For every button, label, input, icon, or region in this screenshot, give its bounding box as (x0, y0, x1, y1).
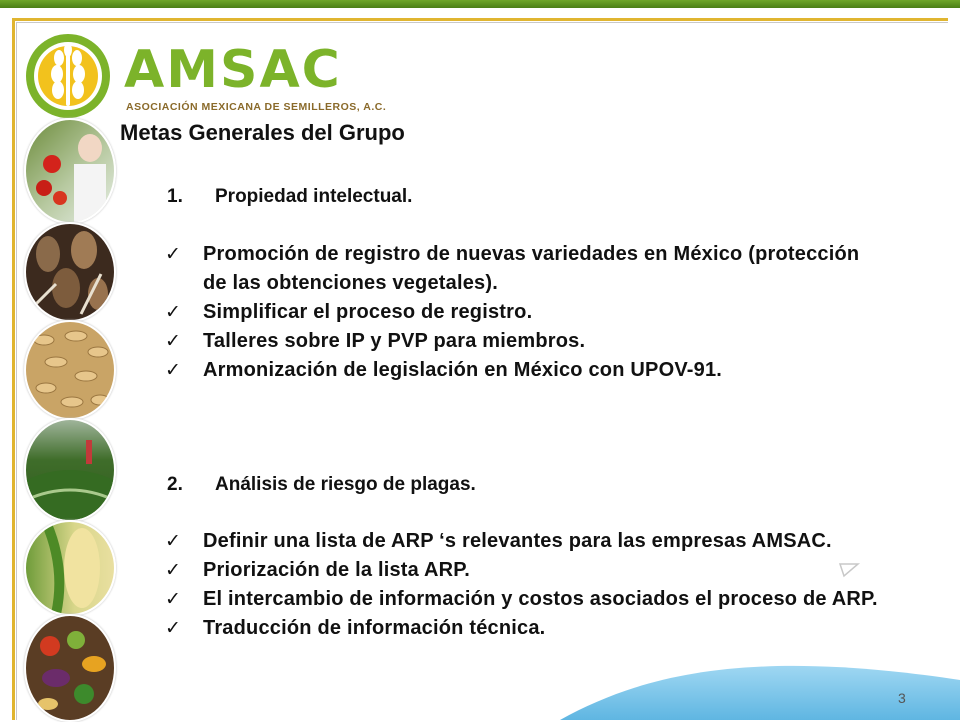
section-2-title: Análisis de riesgo de plagas. (215, 474, 476, 495)
checkmark-icon: ✓ (165, 560, 182, 581)
section-1-number: 1. (167, 186, 183, 207)
section-1-heading (167, 186, 412, 208)
checkmark-icon: ✓ (165, 618, 182, 639)
section-1-title: Propiedad intelectual. (215, 186, 413, 207)
checkmark-icon: ✓ (165, 360, 182, 381)
page-number: 3 (898, 690, 906, 706)
list-item-text: El intercambio de información y costos asociados el proceso de ARP. (203, 588, 878, 610)
photo-greenhouse (24, 418, 116, 522)
list-item (165, 614, 885, 643)
photo-corn (24, 520, 116, 616)
section-1-list (165, 240, 885, 385)
slide-title: Metas Generales del Grupo (120, 120, 405, 145)
logo-wordmark: AMSAC (124, 40, 342, 100)
photo-column (24, 118, 116, 720)
photo-morels (24, 222, 116, 322)
checkmark-icon: ✓ (165, 331, 182, 352)
list-item (165, 327, 885, 356)
list-item (165, 240, 885, 298)
wheat-emblem-icon (24, 32, 114, 122)
list-item (165, 585, 885, 614)
list-item-text: Simplificar el proceso de registro. (203, 301, 533, 323)
list-item-text: Traducción de información técnica. (203, 617, 546, 639)
list-item-text: Promoción de registro de nuevas variedades en México (protección de las obtenciones vegetales). (203, 243, 860, 294)
photo-tomato-inspection (24, 118, 116, 224)
section-2-number: 2. (167, 474, 183, 495)
list-item (165, 527, 885, 556)
checkmark-icon: ✓ (165, 302, 182, 323)
list-item-text: Talleres sobre IP y PVP para miembros. (203, 330, 586, 352)
checkmark-icon: ✓ (165, 531, 182, 552)
checkmark-icon: ✓ (165, 589, 182, 610)
list-item (165, 556, 885, 585)
top-accent-bar (0, 0, 960, 8)
section-2-heading (167, 474, 476, 496)
logo-subtitle: ASOCIACIÓN MEXICANA DE SEMILLEROS, A.C. (126, 101, 387, 113)
list-item (165, 298, 885, 327)
photo-grains (24, 320, 116, 420)
list-item-text: Priorización de la lista ARP. (203, 559, 471, 581)
corner-mark-icon (838, 560, 862, 580)
list-item-text: Definir una lista de ARP ‘s relevantes para las empresas AMSAC. (203, 530, 832, 552)
list-item (165, 356, 885, 385)
photo-vegetables (24, 614, 116, 722)
section-2-list (165, 527, 885, 643)
list-item-text: Armonización de legislación en México con UPOV-91. (203, 359, 723, 381)
checkmark-icon: ✓ (165, 244, 182, 265)
